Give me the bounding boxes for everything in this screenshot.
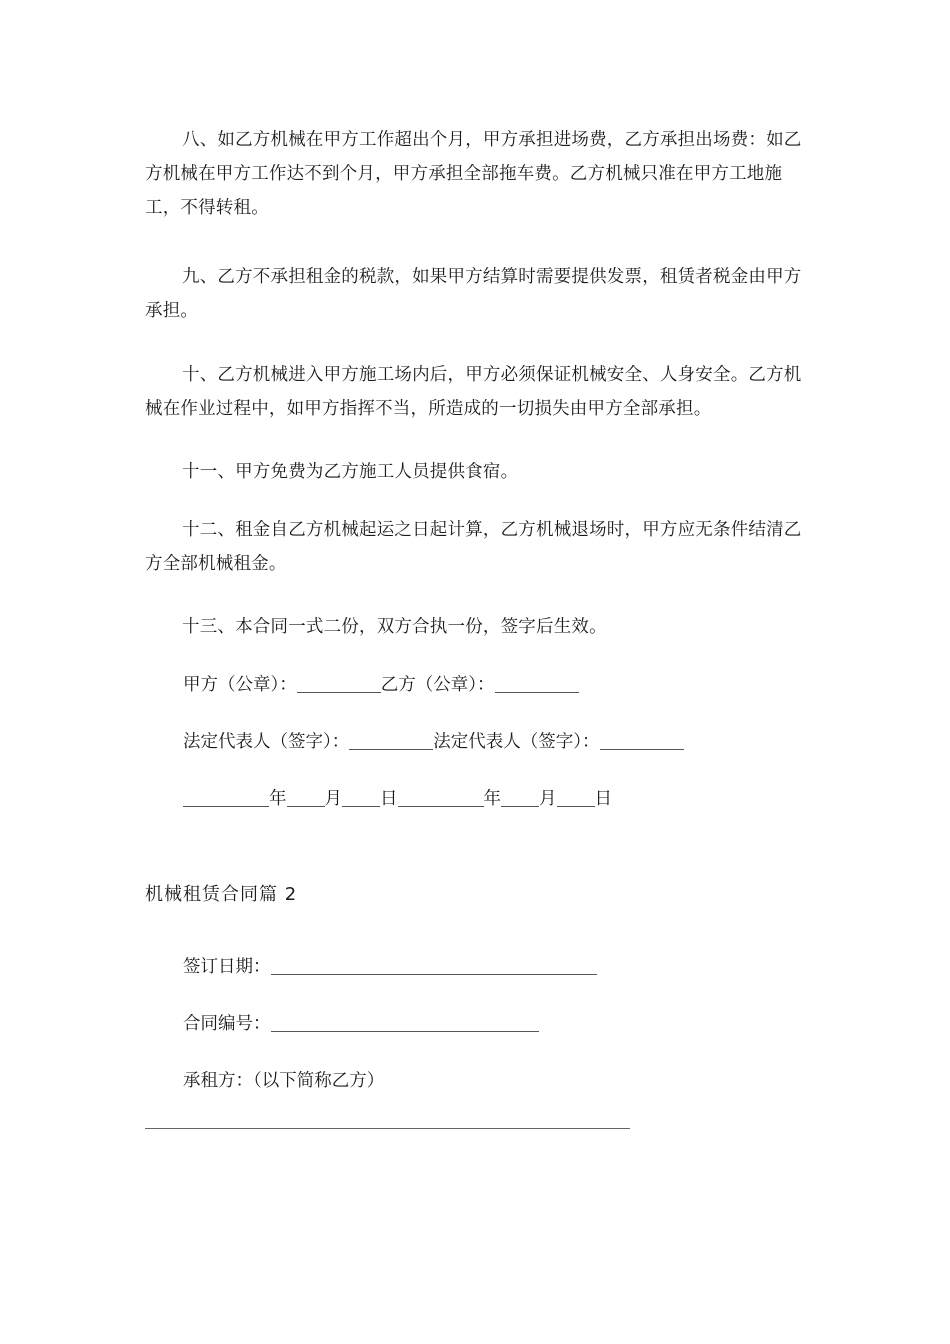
day-a-label: 日 <box>380 789 398 809</box>
clause-9-text: 九、乙方不承担租金的税款，如果甲方结算时需要提供发票，租赁者税金由甲方承担。 <box>145 267 802 321</box>
year-b-blank <box>398 786 484 807</box>
contract-number-label: 合同编号： <box>183 1014 271 1034</box>
sign-date-label: 签订日期： <box>183 957 271 977</box>
clause-11-text: 十一、甲方免费为乙方施工人员提供食宿。 <box>182 462 519 482</box>
clause-8 <box>145 123 810 225</box>
lessee-label: 承租方：（以下简称乙方） <box>183 1071 385 1091</box>
clause-13-text: 十三、本合同一式二份，双方合执一份，签字后生效。 <box>182 617 607 637</box>
date-line <box>183 782 612 816</box>
rep-b-label: 法定代表人（签字）： <box>433 732 600 752</box>
year-b-label: 年 <box>483 789 501 809</box>
party-b-seal-blank <box>495 672 579 693</box>
month-a-blank <box>287 786 325 807</box>
sign-date-line <box>183 950 597 984</box>
clause-9 <box>145 260 810 328</box>
section-2-title: 机械租赁合同篇 2 <box>145 884 298 905</box>
clause-10-text: 十、乙方机械进入甲方施工场内后，甲方必须保证机械安全、人身安全。乙方机械在作业过程中，如甲方指挥不当，所造成的一切损失由甲方全部承担。 <box>145 365 802 419</box>
contract-number-line <box>183 1007 539 1041</box>
representative-line <box>183 725 684 759</box>
month-b-blank <box>501 786 539 807</box>
clause-13 <box>145 610 810 644</box>
party-b-seal-label: 乙方（公章）： <box>380 675 495 695</box>
seal-line <box>183 668 579 702</box>
rep-b-blank <box>600 729 684 750</box>
lessee-line <box>183 1064 384 1098</box>
party-a-seal-blank <box>297 672 381 693</box>
year-a-blank <box>183 786 269 807</box>
month-a-label: 月 <box>324 789 342 809</box>
year-a-label: 年 <box>269 789 287 809</box>
party-a-seal-label: 甲方（公章）： <box>183 675 297 695</box>
clause-12 <box>145 513 810 581</box>
month-b-label: 月 <box>539 789 557 809</box>
day-b-label: 日 <box>594 789 612 809</box>
lessee-name-blank <box>145 1128 630 1129</box>
contract-number-blank <box>271 1011 539 1032</box>
clause-12-text: 十二、租金自乙方机械起运之日起计算，乙方机械退场时，甲方应无条件结清乙方全部机械租金。 <box>145 520 802 574</box>
day-b-blank <box>557 786 595 807</box>
day-a-blank <box>342 786 380 807</box>
clause-8-text: 八、如乙方机械在甲方工作超出个月，甲方承担进场费，乙方承担出场费：如乙方机械在甲方工作达不到个月，甲方承担全部拖车费。乙方机械只准在甲方工地施工，不得转租。 <box>145 130 802 218</box>
rep-a-blank <box>349 729 433 750</box>
rep-a-label: 法定代表人（签字）： <box>183 732 350 752</box>
clause-11 <box>145 455 810 489</box>
sign-date-blank <box>271 954 597 975</box>
clause-10 <box>145 358 810 426</box>
